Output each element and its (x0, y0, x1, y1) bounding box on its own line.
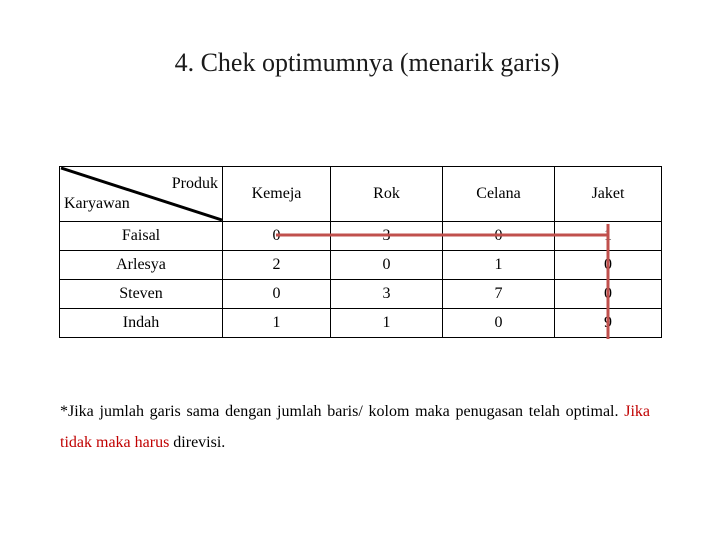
note-part-2: Jika tidak maka harus (60, 403, 651, 451)
table-header-row (60, 167, 662, 222)
corner-label-produk: Produk (171, 175, 218, 192)
table-row (60, 280, 662, 309)
page-title: 4. Chek optimumnya (menarik garis) (174, 48, 560, 77)
table-cell: 0 (223, 280, 331, 309)
table-cell: 3 (331, 280, 443, 309)
table-cell: 0 (555, 251, 662, 280)
table-row (60, 222, 662, 251)
table-cell: 1 (443, 251, 555, 280)
row-header: Indah (60, 309, 223, 338)
column-header: Rok (331, 167, 443, 222)
table-cell: 0 (223, 222, 331, 251)
table-cell: 9 (555, 309, 662, 338)
corner-cell (60, 167, 223, 222)
row-header: Arlesya (60, 251, 223, 280)
table-cell: 2 (223, 251, 331, 280)
assignment-table-container (59, 166, 661, 342)
corner-label-karyawan: Karyawan (64, 195, 130, 212)
table-cell: 3 (331, 222, 443, 251)
table-cell: 7 (443, 280, 555, 309)
table-cell: 0 (443, 309, 555, 338)
assignment-table (59, 166, 662, 338)
table-cell: 0 (331, 251, 443, 280)
table-cell: 1 (223, 309, 331, 338)
row-header: Faisal (60, 222, 223, 251)
column-header: Jaket (555, 167, 662, 222)
note-part-3: direvisi. (173, 434, 226, 451)
table-cell: 1 (555, 222, 662, 251)
table-cell: 1 (331, 309, 443, 338)
column-header: Celana (443, 167, 555, 222)
note-text (60, 396, 650, 458)
column-header: Kemeja (223, 167, 331, 222)
row-header: Steven (60, 280, 223, 309)
table-row (60, 309, 662, 338)
table-cell: 0 (555, 280, 662, 309)
note-part-1: *Jika jumlah garis sama dengan jumlah baris/ kolom maka penugasan telah optimal. (60, 403, 619, 420)
table-cell: 0 (443, 222, 555, 251)
table-row (60, 251, 662, 280)
